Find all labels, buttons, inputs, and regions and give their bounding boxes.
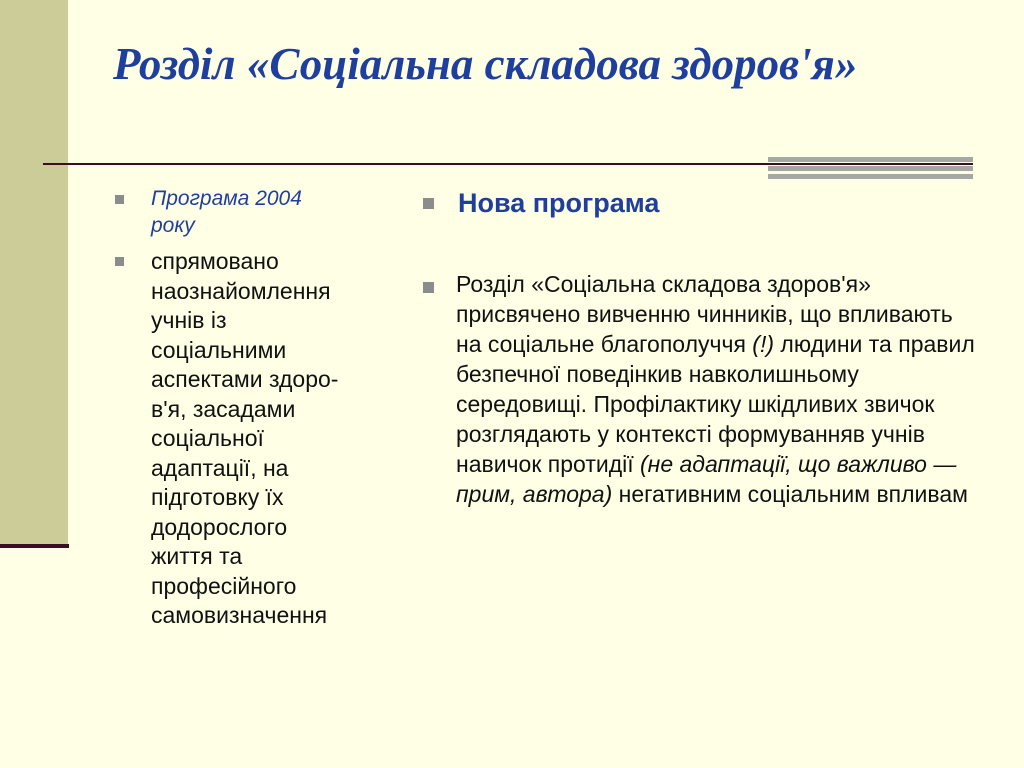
left-accent-rule bbox=[0, 544, 69, 548]
slide-title: Розділ «Соціальна складова здоров'я» bbox=[113, 39, 858, 89]
left-accent-bar bbox=[0, 0, 68, 545]
description-text: Розділ «Соціальна складова здоров'я» присвячено вивченню чинників, що впливають на соціальне благополуччя bbox=[456, 271, 953, 357]
description-text: негативним соціальним впливам bbox=[612, 481, 968, 507]
program-2004-description bbox=[151, 247, 398, 631]
text-line: підготовку їх bbox=[151, 484, 284, 510]
stripe bbox=[768, 174, 973, 179]
text-line: адаптації, на bbox=[151, 454, 289, 481]
stripe bbox=[768, 166, 973, 171]
text-line: наознайомлення bbox=[151, 277, 331, 304]
square-bullet-icon bbox=[423, 282, 434, 293]
bullet-item-program-2004-description bbox=[113, 247, 398, 631]
text-line: соціальними bbox=[151, 336, 287, 363]
exclamation-note: (!) bbox=[752, 331, 775, 357]
text-line: додорослого bbox=[151, 513, 288, 540]
text-line: аспектами здоро- bbox=[151, 366, 339, 392]
decorative-stripes bbox=[768, 157, 973, 179]
text-line: самовизначення bbox=[151, 602, 328, 628]
square-bullet-icon bbox=[423, 198, 434, 209]
left-column bbox=[113, 185, 398, 631]
text-line: соціальної bbox=[151, 425, 264, 451]
new-program-heading: Нова програма bbox=[458, 188, 660, 218]
bullet-item-new-program-description bbox=[420, 269, 980, 509]
new-program-description bbox=[456, 269, 980, 509]
description-text: людини та правил безпечної поведінкив навколишньому середовищі. Профілактику шкідливих звичок розглядають у контексті формуванняв учнів навичок протидії bbox=[456, 331, 975, 477]
right-column bbox=[420, 185, 980, 509]
author-note: (не адаптації, що важливо — прим, автора) bbox=[456, 451, 957, 507]
stripe bbox=[768, 157, 973, 162]
bullet-item-new-program bbox=[420, 185, 980, 221]
text-line: учнів із bbox=[151, 307, 227, 333]
text-line: в'я, засадами bbox=[151, 395, 296, 422]
bullet-item-program-2004 bbox=[113, 185, 398, 239]
text-line: професійного bbox=[151, 572, 297, 599]
text-line: спрямовано bbox=[151, 248, 279, 274]
square-bullet-icon bbox=[115, 257, 124, 266]
text-line: життя та bbox=[151, 543, 243, 569]
square-bullet-icon bbox=[115, 195, 124, 204]
program-2004-heading: Програма 2004 року bbox=[151, 187, 302, 237]
